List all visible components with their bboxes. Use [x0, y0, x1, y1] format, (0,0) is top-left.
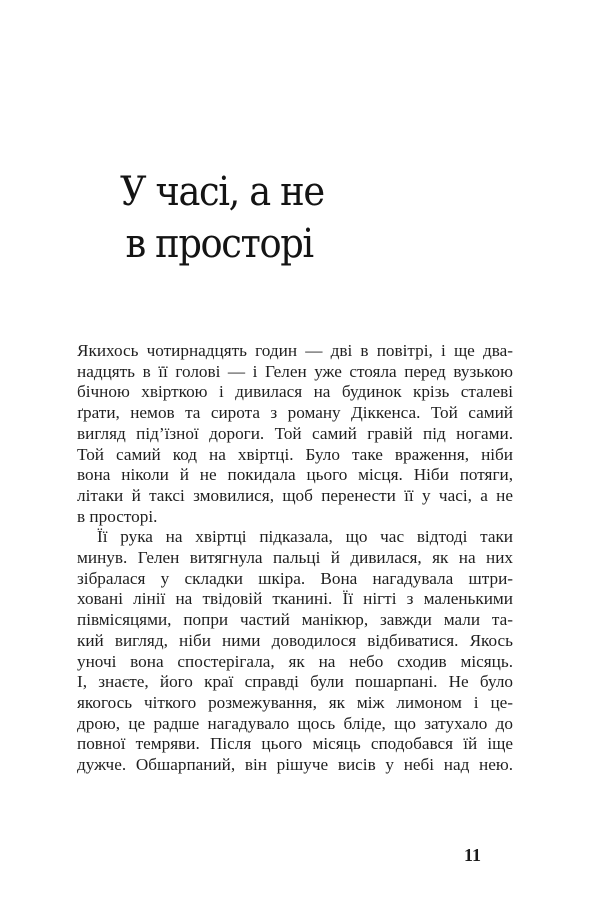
text-line: І, знаєте, його краї справді були пошарпані. Не було [77, 672, 513, 692]
text-line: зібралася у складки шкіра. Вона нагадувала штри- [77, 568, 513, 588]
text-line: дрою, це радше нагадувало щось бліде, що затухало до [77, 713, 513, 733]
text-line: вигляд під’їзної дороги. Той самий гравій під ногами. [77, 423, 513, 443]
text-line: повної темряви. Після цього місяць сподобався їй іще [77, 734, 513, 754]
chapter-title-line-2: в просторі [125, 221, 313, 267]
text-line: минув. Гелен витягнула пальці й дивилася, як на них [77, 548, 513, 568]
text-line: уночі вона спостерігала, як на небо сходив місяць. [77, 651, 513, 671]
text-line: ховані лінії на твідовій тканині. Її нігті з маленькими [77, 589, 513, 609]
text-line: кий вигляд, ніби ними доводилося відбиватися. Якось [77, 630, 513, 650]
chapter-title-line-1: У часі, а не [120, 169, 324, 215]
text-line: в просторі. [77, 506, 158, 526]
text-line: півмісяцями, попри частий манікюр, завжди мали та- [77, 610, 513, 630]
chapter-title [120, 166, 324, 270]
text-line: дужче. Обшарпаний, він рішуче висів у небі над нею. [77, 755, 513, 775]
paragraph-1 [77, 341, 513, 527]
text-line: якогось чіткого розмежування, як між лимоном і це- [77, 692, 513, 712]
text-line: ґрати, немов та сирота з роману Діккенса. Той самий [77, 403, 513, 423]
text-line: Той самий код на хвіртці. Було таке враження, ніби [77, 444, 513, 464]
text-line: Її рука на хвіртці підказала, що час відтоді таки [97, 527, 513, 547]
paragraph-2 [77, 527, 513, 775]
text-line: Якихось чотирнадцять годин — дві в повітрі, і ще два- [77, 341, 513, 360]
text-line: надцять в її голові — і Гелен уже стояла перед вузькою [77, 361, 513, 381]
page-number: 11 [464, 845, 482, 865]
text-line: бічною хвірткою і дивилася на будинок крізь сталеві [77, 382, 513, 402]
text-line: літаки й таксі змовилися, щоб перенести її у часі, а не [77, 485, 513, 505]
chapter-body [77, 341, 513, 776]
text-line: вона ніколи й не покидала цього місця. Ніби потяги, [77, 465, 513, 485]
